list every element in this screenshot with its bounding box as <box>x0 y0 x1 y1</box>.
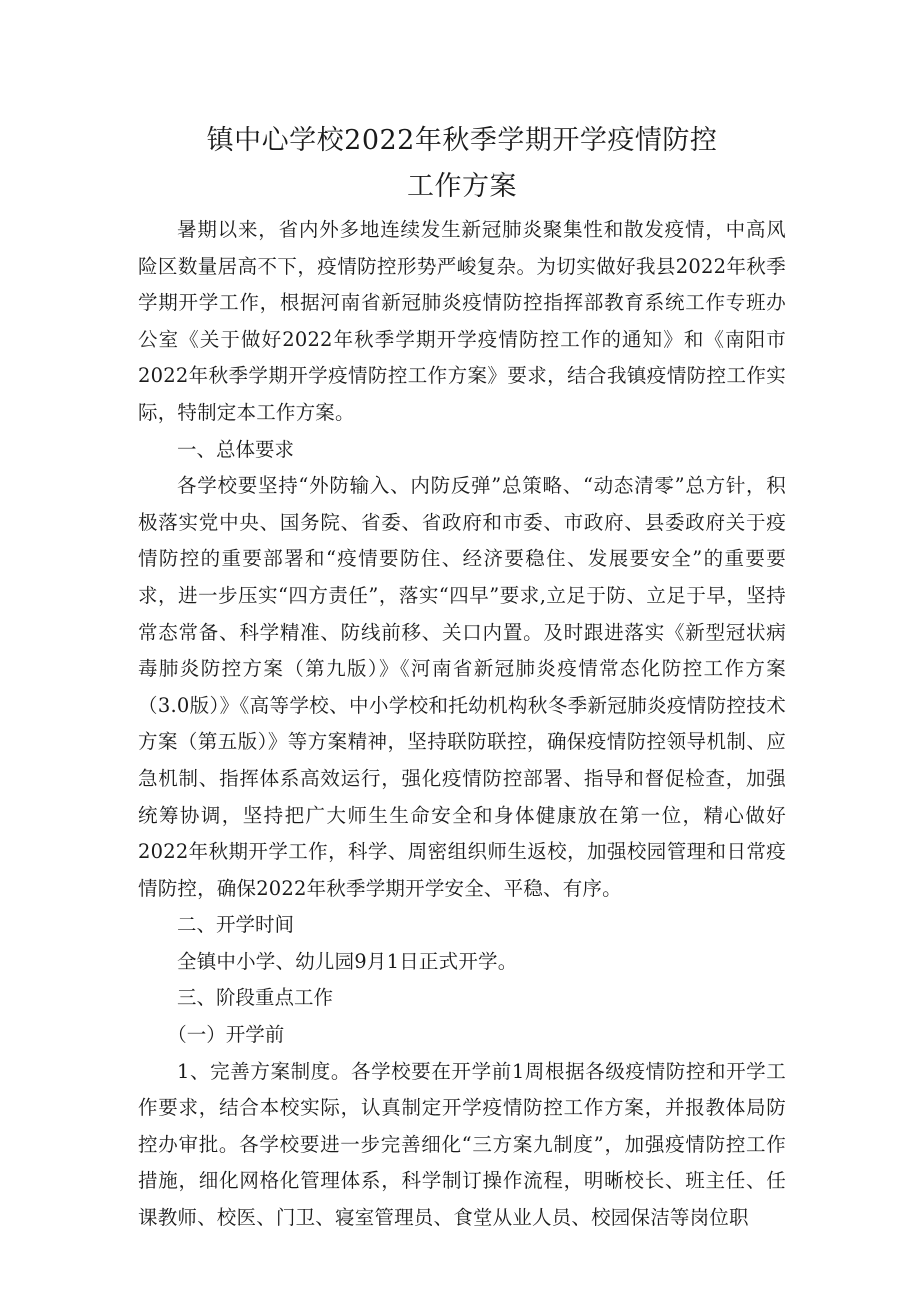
section3-heading: 三、阶段重点工作 <box>177 986 334 1010</box>
document-title-line2: 工作方案 <box>407 171 517 202</box>
intro-paragraph: 暑期以来，省内外多地连续发生新冠肺炎聚集性和散发疫情，中高风险区数量居高不下，疫情防控形势严峻复杂。为切实做好我县2022年秋季学期开学工作，根据河南省新冠肺炎疫情防控指挥部教育系统工作专班办公室《关于做好2022年秋季学期开学疫情防控工作的通知》和《南阳市2022年秋季学期开学疫情防控工作方案》要求，结合我镇疫情防控工作实际，特制定本工作方案。 <box>138 218 786 424</box>
section2-heading: 二、开学时间 <box>177 913 295 937</box>
document-title-line1: 镇中心学校2022年秋季学期开学疫情防控 <box>206 125 718 156</box>
document-page <box>138 118 786 1237</box>
subsection1-heading: （一）开学前 <box>167 1023 285 1047</box>
section1-heading: 一、总体要求 <box>177 437 295 461</box>
section2-paragraph: 全镇中小学、幼儿园9月1日正式开学。 <box>177 949 518 973</box>
item1-paragraph: 1、完善方案制度。各学校要在开学前1周根据各级疫情防控和开学工作要求，结合本校实际，认真制定开学疫情防控工作方案，并报教体局防控办审批。各学校要进一步完善细化“三方案九制度”，加强疫情防控工作措施，细化网格化管理体系，科学制订操作流程，明晰校长、班主任、任课教师、校医、门卫、寝室管理员、食堂从业人员、校园保洁等岗位职 <box>138 1059 786 1230</box>
section1-paragraph: 各学校要坚持“外防输入、内防反弹”总策略、“动态清零”总方针，积极落实党中央、国务院、省委、省政府和市委、市政府、县委政府关于疫情防控的重要部署和“疫情要防住、经济要稳住、发展要安全”的重要要求，进一步压实“四方责任”，落实“四早”要求,立足于防、立足于早，坚持常态常备、科学精准、防线前移、关口内置。及时跟进落实《新型冠状病毒肺炎防控方案（第九版）》《河南省新冠肺炎疫情常态化防控工作方案（3.0版）》《高等学校、中小学校和托幼机构秋冬季新冠肺炎疫情防控技术方案（第五版）》等方案精神，坚持联防联控，确保疫情防控领导机制、应急机制、指挥体系高效运行，强化疫情防控部署、指导和督促检查，加强统筹协调，坚持把广大师生生命安全和身体健康放在第一位，精心做好2022年秋期开学工作，科学、周密组织师生返校，加强校园管理和日常疫情防控，确保2022年秋季学期开学安全、平稳、有序。 <box>138 474 786 900</box>
